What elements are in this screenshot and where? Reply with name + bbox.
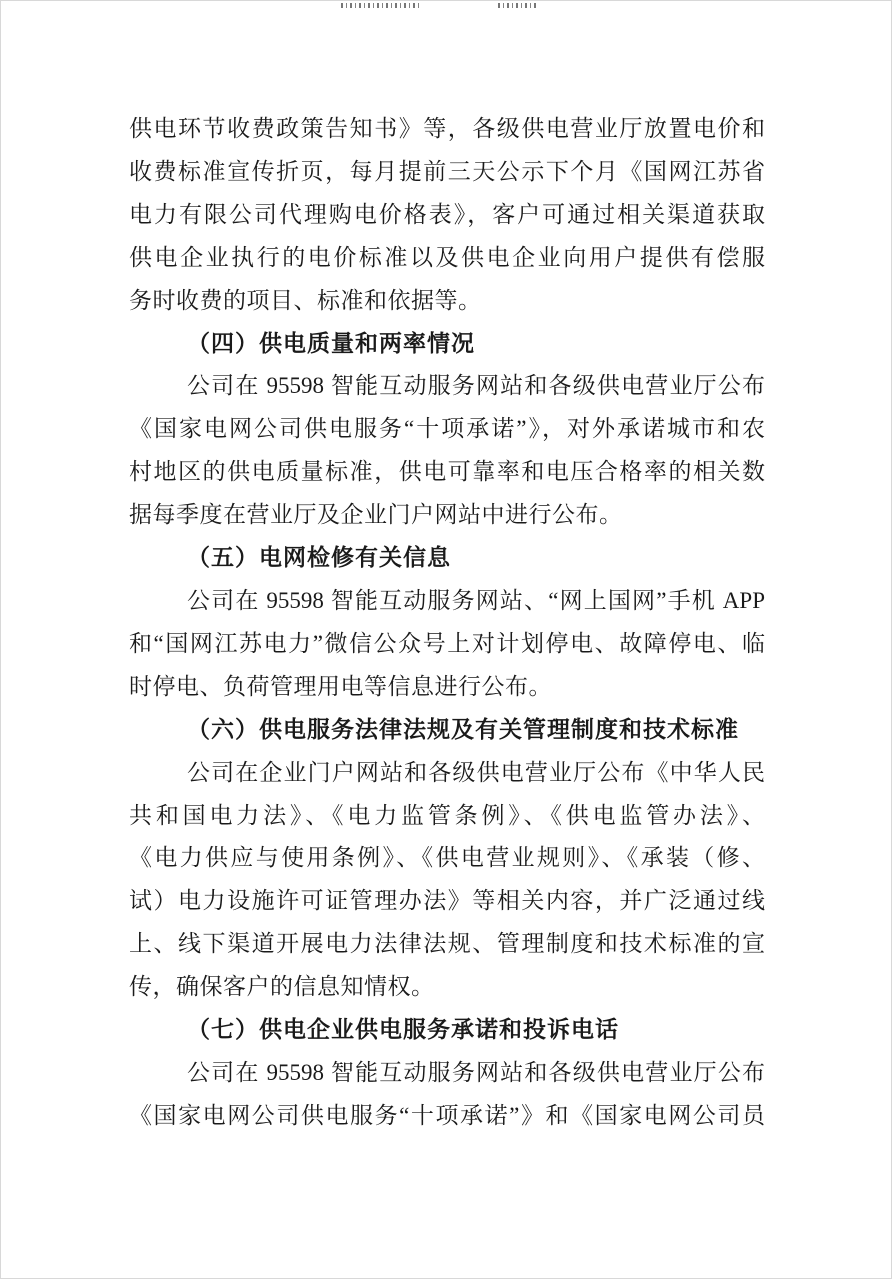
text-line: 据每季度在营业厅及企业门户网站中进行公布。 <box>129 502 623 528</box>
text-line: 电力有限公司代理购电价格表》，客户可通过相关渠道获取 <box>129 201 765 227</box>
text-line: 传，确保客户的信息知情权。 <box>129 974 435 1000</box>
text-line: 公司在 95598 智能互动服务网站和各级供电营业厅公布 <box>187 373 765 399</box>
text-line: 务时收费的项目、标准和依据等。 <box>129 287 482 313</box>
text-line: 供电环节收费政策告知书》等，各级供电营业厅放置电价和 <box>129 116 765 141</box>
text-line: 共和国电力法》、《电力监管条例》、《供电监管办法》、 <box>129 802 765 828</box>
text-line: 供电企业执行的电价标准以及供电企业向用户提供有偿服 <box>129 244 765 270</box>
text-line: 和“国网江苏电力”微信公众号上对计划停电、故障停电、临 <box>129 630 765 656</box>
text-line: 《电力供应与使用条例》、《供电营业规则》、《承装（修、 <box>129 845 765 871</box>
text-line: 《国家电网公司供电服务“十项承诺”》，对外承诺城市和农 <box>129 416 765 442</box>
section-heading: （六）供电服务法律法规及有关管理制度和技术标准 <box>187 716 739 742</box>
text-line: 上、线下渠道开展电力法律法规、管理制度和技术标准的宣 <box>129 931 765 957</box>
text-line: 《国家电网公司供电服务“十项承诺”》和《国家电网公司员 <box>129 1102 765 1128</box>
section-heading: （七）供电企业供电服务承诺和投诉电话 <box>187 1017 619 1043</box>
text-line: 时停电、负荷管理用电等信息进行公布。 <box>129 673 552 699</box>
text-line: 公司在 95598 智能互动服务网站、“网上国网”手机 APP <box>187 587 765 613</box>
text-line: 公司在企业门户网站和各级供电营业厅公布《中华人民 <box>187 759 765 785</box>
document-text <box>129 1 765 1138</box>
text-line: 试）电力设施许可证管理办法》等相关内容，并广泛通过线 <box>129 888 765 914</box>
text-line: 公司在 95598 智能互动服务网站和各级供电营业厅公布 <box>187 1059 765 1085</box>
text-line: 收费标准宣传折页，每月提前三天公示下个月《国网江苏省 <box>129 158 765 184</box>
section-heading: （五）电网检修有关信息 <box>187 545 451 571</box>
text-line: 村地区的供电质量标准，供电可靠率和电压合格率的相关数 <box>129 459 765 485</box>
section-heading: （四）供电质量和两率情况 <box>187 330 475 356</box>
